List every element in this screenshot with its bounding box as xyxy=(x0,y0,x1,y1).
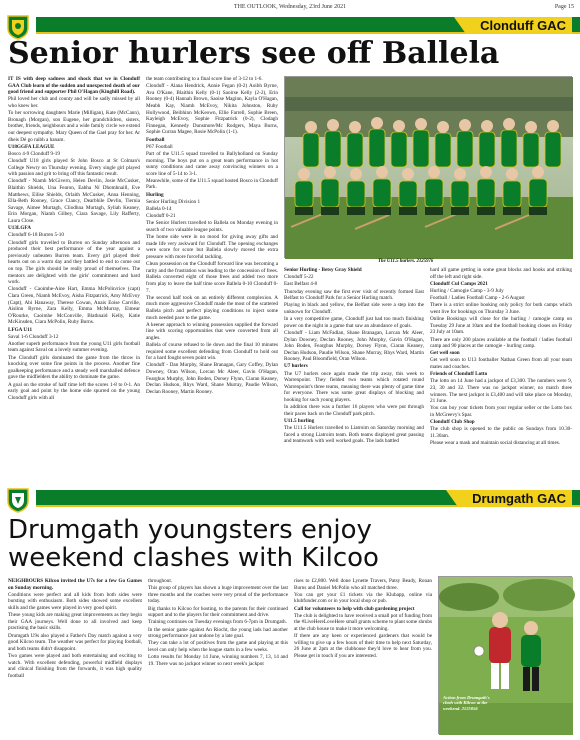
paragraph: This group of players has shown a huge improvement over the last three months and the coaches were very proud of the performance today. xyxy=(148,585,288,605)
paragraph: Clonduff - Niamh McGivern, Helen Devlin, Josie McCusker, Blaithin Shields, Una Fearon, Eabha Ní Dhomhnaill, Eve Matthews, Eilise Shields, Orlaith McCusker, Anna Henning, Ella-Beth Rooney, Grace Clancy, Dearbhile Devlin, Tiernia Savage, Aimee Murtagh, Cliodhna Murtagh, Syliah Keaney, Erin Morgan, Niamh Gilbey, Ciara Savage, Lily Rafferty, Laura Close. xyxy=(8,178,140,225)
paragraph: Bosco 4-9 Clonduff 9-19 xyxy=(8,150,60,157)
sub-heading: Clonduff Club Shop xyxy=(430,419,475,426)
masthead xyxy=(6,4,574,14)
headline-drumgath-line2: weekend clashes with Kilcoo xyxy=(8,543,379,573)
sub-heading: Call for volunteers to help with club gardening project xyxy=(294,605,415,612)
paragraph: There is a strict online booking only policy for both camps which went live for bookings on Thursday 3 June. xyxy=(430,302,572,315)
paragraph: These young kids are making great improvements as they begin their GAA journeys. Well done to all involved and keep practising the basic skills. xyxy=(8,612,142,632)
paragraph: Clonduff U18 girls played St John Bosco at St Colman's College Newry on Thursday evening. Every single girl played with passion and grit to bring off this fantastic result. xyxy=(8,158,140,178)
paragraph: the team contributing to a final score line of 3-12 to 1-6. xyxy=(146,76,263,82)
page-number: Page 15 xyxy=(554,4,574,10)
drumgath-column-3 xyxy=(294,578,432,734)
paragraph: Thursday evening saw the first ever visit of recently formed East Belfast to Clonduff Park for a Senior Hurling match. xyxy=(284,288,424,302)
paragraph: Senior Hurling Division 1 xyxy=(146,198,201,205)
article-column-2 xyxy=(146,76,278,395)
paragraph: Saval 1-6 Clonduff 3-12 xyxy=(8,333,59,340)
paragraph: East Belfast 4-8 xyxy=(284,281,318,288)
paragraph: rises to £2,800. Well done Lynette Travers, Patsy Beady, Ronan Burns and Daniel McPolin who all matched three. xyxy=(294,578,432,591)
club-name: Drumgath GAC xyxy=(458,490,572,507)
clonduff-banner xyxy=(0,14,580,36)
paragraph: Get well soon to U13 footballer Nathan Green from all your team mates and coaches. xyxy=(430,357,572,371)
paragraph: Conditions were perfect and all kids from both sides were bursting with enthusiasm. Both sides showed some excellent skills and the games were played in very good spirit. xyxy=(8,591,142,611)
paragraph: throughout. xyxy=(148,578,173,584)
headline-clonduff: Senior hurlers see off Ballela xyxy=(8,36,500,71)
sub-heading: LFGA U11 xyxy=(8,326,33,333)
banner-bar xyxy=(36,490,580,507)
paragraph: Phil loved her club and county and will be sadly missed by all who knew her. xyxy=(8,96,140,109)
paragraph: Online Bookings will close for the hurling / camogie camp on Tuesday 29 June at 10am and the football booking closes on Friday 23 July at 10am. xyxy=(430,316,572,336)
hurlers-photo-image xyxy=(285,77,573,259)
paragraph: Two games were played and both entertaining and exciting to watch. With excellent defending, powerful midfield displays and clinical finishing from the forwards, it was high quality football xyxy=(8,652,142,679)
paper-date: THE OUTLOOK, Wednesday, 23rd June 2021 xyxy=(233,4,347,10)
paragraph: Clonduff - Dan Murphy, Shane Branagan, Gary Coffey, Dylan Downey, Oran Wilson, Lorcan Mc Aleer, Gavin O'Hagan, Fearghus Murphy, John Boden, Dorsey Flynn, Ciaran Keaney, Declan Hudson, Rhys Ward, Shane Murray, Paudie Wilson, Declan Rooney, Martin Rooney. xyxy=(146,362,278,395)
drumgath-column-2 xyxy=(148,578,288,734)
paragraph: In addition there was a further 16 players who were put through their paces back on the Clonduff park pitch. xyxy=(284,404,424,417)
paragraph: IT IS with deep sadness and shock that we in Clonduff GAA Club learn of the sudden and unexpected death of our good friend and supporter Phil O'Hagan (Kinghill Road). xyxy=(8,76,140,96)
drumgath-photo-image xyxy=(439,577,573,735)
paragraph: Training continues on Tuesday evenings from 6-7pm in Drumgath. xyxy=(148,619,287,626)
paragraph: Big thanks to Kilcoo for hosting, to the parents for their continued support and to the players for their commitment and drive. xyxy=(148,605,288,619)
club-name: Clonduff GAC xyxy=(466,17,572,34)
paragraph: Ballela 0-14 xyxy=(146,206,172,213)
paragraph: Lotto results for Monday 14 June, winning numbers 7, 13, 14 and 19. There was no jackpot winner so next week's jackpot xyxy=(148,654,288,667)
paragraph: NEIGHBOURS Kilcoo invited the U7s for a few Go Games on Sunday morning. xyxy=(8,578,142,591)
paragraph: Ballela of course refused to lie down and the final 10 minutes required some excellent defending from Clonduff to hold out for a hard fought seven point win. xyxy=(146,342,278,362)
drumgath-column-1 xyxy=(8,578,142,734)
paragraph: Clonduff girls travelled to Burren on Sunday afternoon and produced their best performance of the year against a previously unbeaten Burren team. Every girl played their hearts out on a warm day and they battled to end to come out on top. The girls should be really proud of themselves. The mentors are delighted with the girls' commitment and hard work. xyxy=(8,239,140,286)
paragraph: Part of the U11.5 squad travelled to Ballyholland on Sunday morning. The boys put on a great team performance in hot sunny conditions and came away convincing winners on a score line of 5-14 to 3-1. xyxy=(146,150,278,177)
paragraph: Clonduff 5-22 xyxy=(284,274,314,281)
photo-caption-drumgath: Action from Drumgath's clash with Kilcoo at the weekend. 2125056 xyxy=(443,695,490,711)
sub-heading: Friends of Clonduff Lotto xyxy=(430,371,488,378)
paragraph: The U7 hurlers once again made the trip away, this week to Warrenpoint. They fielded two teams which rotated round Warrenpoint's three teams, meaning there was plenty of game time for everyone. There was some great displays of blocking and hooking for such young players. xyxy=(284,370,424,404)
paragraph: Clonduff - Alana Hendrick, Annie Fegan (0-2) Aoibh Byrne, Ava O'Kane, Blaithin Kelly (0-1) Saoirse Kelly (2-2), Erin Rooney (0-4) Hannah Brown, Saoise Maginn, Kayla O'Hagan, Meabh Kay, Niamh McEvoy, Nikita Johnston, Ruby Hollywood, Beibhinn McKeown, Ellie Farrell, Sophie Breen, Kayleigh McEvoy, Sophie Fitzpatrick (0-2), Clodagh Finnegan, Kennedy Dunsmore/Mc Rodgers, Maya Burns, Sophie Curran Magee, Rosie McPolin (1-1). xyxy=(146,83,278,136)
sub-heading: U11.5 hurling xyxy=(284,418,315,424)
paragraph: The club is delighted to have received a small pot of funding from the #LiveHereLoveHere small grants scheme to plant some shrubs at the club house to make it more welcoming. xyxy=(294,612,433,632)
team-photo-hurlers xyxy=(284,76,572,258)
banner-bar xyxy=(36,17,580,34)
paragraph: The home side were in no mood for giving away gifts and made life very awkward for Clonduff. The opening exchanges were score for score but Ballela slowly moved the extra pressure with more forceful tackling. xyxy=(146,234,278,260)
paragraph: You can get your £1 tickets via the Klubapp, online via klubfunder.com or in your local shop or pub. xyxy=(294,591,432,605)
sub-heading: Hurling xyxy=(146,191,164,198)
paragraph: They can take a lot of positives from the game and playing at this level can only help when the league starts in a few weeks. xyxy=(148,640,288,653)
paragraph: There are only 200 places available at the football / ladies football camp and 90 places at the camogie - hurling camp. xyxy=(430,336,572,350)
paragraph: Clonduff 6-18 Burren 5-10 xyxy=(8,232,64,239)
paragraph: Football / Ladies Football Camp - 2-6 August xyxy=(430,295,525,302)
drumgath-banner xyxy=(0,487,580,509)
sub-heading: Get well soon xyxy=(430,350,460,357)
article-column-3 xyxy=(284,267,424,481)
paragraph: Clonduff - Liam McFadlan, Shane Branagan, Lorcan Mc Aleer, Dylan Downey, Declan Rooney, John Murphy, Gavin O'Hagan, John Boden, Fearghus Murphy, Dorsey Flynn, Ciaran Keaney, Declan Hudson, Paudie Wilson, Shane Murray, Rhys Ward, Martin Rooney, Paul Bloomfield, Oran Wilson. xyxy=(284,329,424,363)
paragraph: A keener approach to winning possession supplied the forward line with scoring opportunities that were converted from all angles. xyxy=(146,321,278,341)
paragraph: The second half took on an entirely different complexion. A much more aggressive Clonduff made the most of the scattered Ballela pitch and perfect playing conditions to inject some much needed pace to the game. xyxy=(146,294,278,321)
sub-heading: U7 hurlers xyxy=(284,363,308,370)
paragraph: Meanwhile, some of the U11.5 squad hosted Bosco in Clonduff Park. xyxy=(146,177,278,191)
paragraph: Please wear a mask and maintain social distancing at all times. xyxy=(430,440,561,447)
paragraph: To her sorrowing daughters Marie (Milligan), Kate (McCann), Bronagh (Morgan), son Eugene, her grandchildren, sisters, brother, friends, neighbours and a wide family circle we extend our deepest sympathy. Mary Queen of the Gael pray for her. Ar dheis Dé go raibh a hanam. xyxy=(8,110,140,143)
paragraph: In the senior game against An Riocht, the young lads had another strong performance just undone by a late goal. xyxy=(148,626,288,640)
paragraph: If there are any keen or experienced gardeners that would be willing to give up a few hours of their time to help next Saturday, 26 June at 2pm at the clubhouse they'd love to hear from you. Please get in touch if you are interested. xyxy=(294,633,432,659)
paragraph: The U11.5 Hurlers travelled to Liatroim on Saturday morning and faced a strong Liatroim team. Both teams displayed great passing and teamwork with well worked goals. The lads battled xyxy=(284,425,424,445)
paragraph: Drumgath U9s also played a Father's Day match against a very good Kilcoo team. The weather was perfect for playing football, and both teams didn't disappoint. xyxy=(8,632,142,652)
paragraph: The Senior Hurlers travelled to Ballela on Monday evening in search of two valuable league points. xyxy=(146,220,278,233)
sub-heading: Clonduff Cul Camps 2021 xyxy=(430,280,488,287)
paragraph: Clonduff - Caoimhe-Aine Hart, Emma McPolin/rice (capt) Clara Green, Niamh McEvoy, Aisha Fitzpatrick, Amy McEvoy (Capt), Abi Hanaway, Therese Cowan, Anais Eoise Carville, Aislinn Byrne, Zara Kelly, Emma McMurray, Eimear O'Rourke, Caoimhe McConville, Blathnaid Kelly, Katie McKinsden, Ciara McPolin, Ruby Burns. xyxy=(8,286,140,326)
paragraph: hard all game getting in some great blocks and hooks and striking off the left and right side. xyxy=(430,267,572,280)
headline-drumgath-line1: Drumgath youngsters enjoy xyxy=(8,515,372,545)
sub-heading: U18GGFA LEAGUE xyxy=(8,143,55,150)
paragraph: Clonduff 0-21 xyxy=(146,213,176,220)
article-column-1 xyxy=(8,76,140,401)
drumgath-crest-icon xyxy=(6,487,30,513)
paragraph: The club shop is opened to the public on Sundays from 10.30-11.30am. xyxy=(430,426,572,439)
paragraph: Another superb performance from the young U11 girls football team against Saval on a lovely summer evening. xyxy=(8,340,140,354)
paragraph: The lotto on 14 June had a jackpot of £3,300. The numbers were 9, 23, 30 and 32. There was no jackpot winner, no match three winners. The next jackpot is £3,400 and will take place on Monday, 21 June. xyxy=(430,378,572,405)
paragraph: P67 Football xyxy=(146,143,173,150)
photo-caption-hurlers: The U11.5 hurlers. 2125976 xyxy=(378,259,434,264)
paragraph: Hurling / Camogie Camp - 3-9 July xyxy=(430,287,504,294)
action-photo-drumgath xyxy=(438,576,572,734)
sub-heading: U13LGFA xyxy=(8,225,31,232)
sub-heading: Senior Hurling - Betsy Gray Shield xyxy=(284,267,362,273)
paragraph: The Clonduff girls dominated the game from the throw in knocking over some fine points in the process. Another fine goalkeeping performance and a steady well marshalled defence gave the midfielders the ability to dominate the game. xyxy=(8,354,140,381)
paragraph: In a very competitive game, Clonduff just had too much finishing power on the night in a game that saw an abundance of goals. xyxy=(284,316,424,329)
paragraph: Playing in black and yellow, the Belfast side were a step into the unknown for Clonduff. xyxy=(284,302,424,315)
paragraph: A goal on the stroke of half time left the scores 1-8 to 0-1. An early goal and point by the home side spurred on the young Clonduff girls with all xyxy=(8,381,140,401)
article-column-4 xyxy=(430,267,572,481)
sub-heading: Football xyxy=(146,136,165,143)
paragraph: Clean possession on the Clonduff forward line was becoming a rarity and the frustration was leading to the concession of frees. Ballela converted eight of those frees and added two more from play to leave the half time score Ballela 0-10 Clonduff 0-7. xyxy=(146,261,278,294)
paragraph: You can buy your tickets from your regular seller or the Lotto box in McGreevy's Spar. xyxy=(430,405,572,418)
